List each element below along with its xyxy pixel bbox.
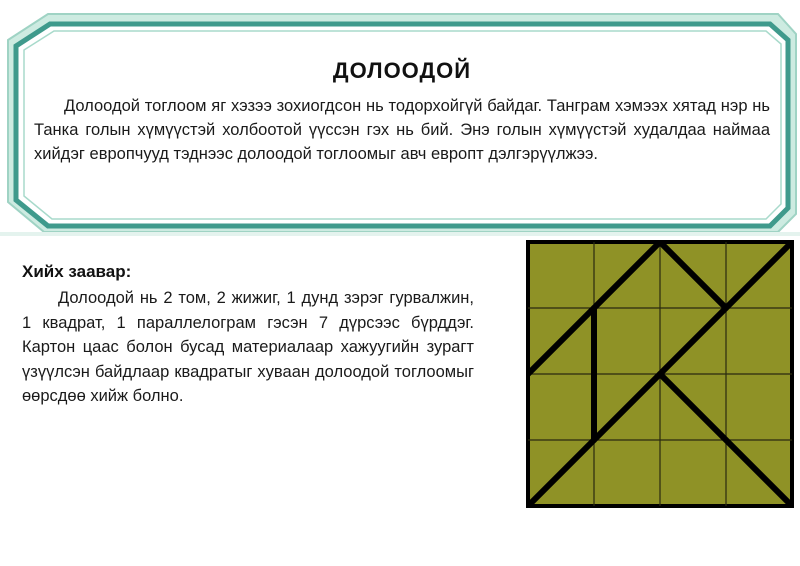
frame-shadow-band xyxy=(0,232,800,236)
instructions-heading: Хийх заавар: xyxy=(22,262,132,281)
intro-paragraph: Долоодой тоглоом яг хэзээ зохиогдсон нь тодорхойгүй байдаг. Танграм хэмээх хятад нэр нь Танка голын хүмүүстэй холбоотой үүссэн гэх нь бий. Энэ голын хүмүүстэй худалдаа наймаа хийдэг европчууд тэднээс долоодой тоглоомыг авч европт дэлгэрүүлжээ. xyxy=(34,97,770,163)
instructions-section xyxy=(22,262,474,409)
tangram-diagram xyxy=(526,240,794,508)
instructions-paragraph: Долоодой нь 2 том, 2 жижиг, 1 дунд зэрэг гурвалжин, 1 квадрат, 1 параллелограм гэсэн 7 дүрсээс бүрддэг. Картон цаас болон бусад материалаар хажуугийн зурагт үзүүлсэн байдлаар квадратыг хуваан долоодой тоглоомыг өөрсдөө хийж болно. xyxy=(22,289,474,405)
intro-section xyxy=(34,58,770,166)
page-title: ДОЛООДОЙ xyxy=(332,58,472,83)
